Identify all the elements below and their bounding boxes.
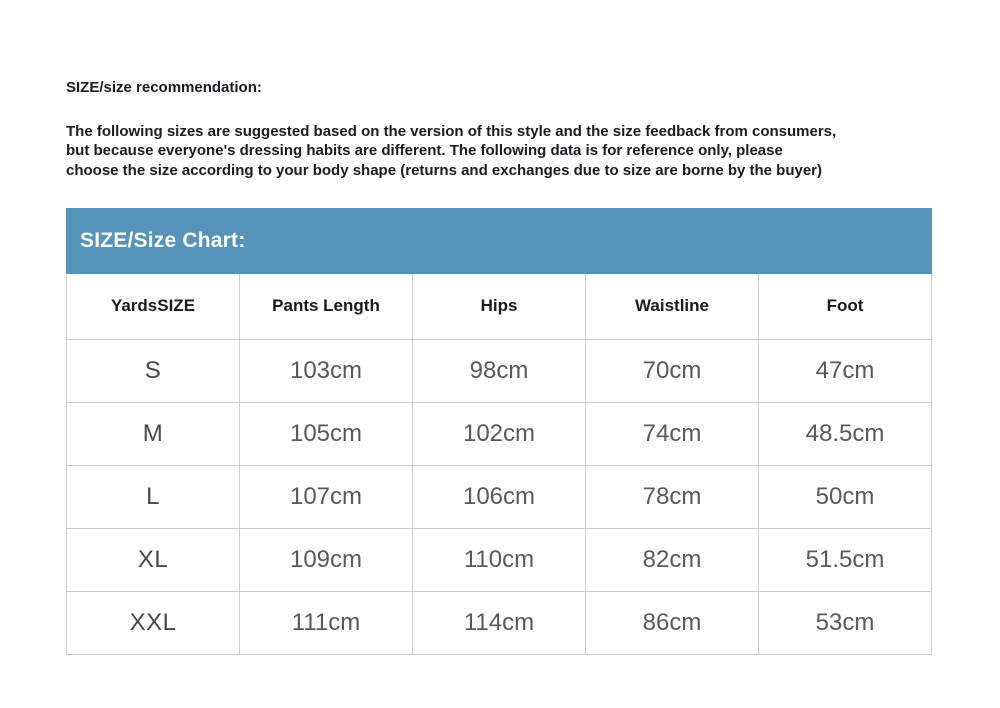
- size-label: XXL: [67, 591, 240, 654]
- recommendation-line-1: The following sizes are suggested based on the version of this style and the size feedback from consumers,: [66, 123, 837, 140]
- col-header-yards-size: YardsSIZE: [67, 274, 240, 340]
- pants-length-value: 111cm: [240, 591, 413, 654]
- size-label: XL: [67, 528, 240, 591]
- page-content: [66, 0, 932, 655]
- size-recommendation-heading: SIZE/size recommendation:: [66, 79, 262, 96]
- pants-length-value: 103cm: [240, 339, 413, 402]
- size-label: L: [67, 465, 240, 528]
- size-table-body: [67, 339, 932, 654]
- col-header-hips: Hips: [413, 274, 586, 340]
- size-table-head: [67, 274, 932, 340]
- waistline-value: 82cm: [586, 528, 759, 591]
- foot-value: 53cm: [759, 591, 932, 654]
- col-header-foot: Foot: [759, 274, 932, 340]
- pants-length-value: 109cm: [240, 528, 413, 591]
- col-header-pants-length: Pants Length: [240, 274, 413, 340]
- size-row-xxl: [67, 591, 932, 654]
- foot-value: 51.5cm: [759, 528, 932, 591]
- pants-length-value: 107cm: [240, 465, 413, 528]
- size-chart-title: SIZE/Size Chart:: [80, 228, 246, 252]
- recommendation-line-2: but because everyone's dressing habits are different. The following data is for reference only, please: [66, 142, 783, 160]
- hips-value: 106cm: [413, 465, 586, 528]
- size-table: [66, 274, 932, 655]
- col-header-waistline: Waistline: [586, 274, 759, 340]
- size-recommendation-paragraph: [66, 122, 932, 180]
- pants-length-value: 105cm: [240, 402, 413, 465]
- hips-value: 110cm: [413, 528, 586, 591]
- hips-value: 102cm: [413, 402, 586, 465]
- foot-value: 48.5cm: [759, 402, 932, 465]
- waistline-value: 86cm: [586, 591, 759, 654]
- recommendation-line-3: choose the size according to your body shape (returns and exchanges due to size are borne by the buyer): [66, 161, 823, 179]
- waistline-value: 70cm: [586, 339, 759, 402]
- foot-value: 47cm: [759, 339, 932, 402]
- foot-value: 50cm: [759, 465, 932, 528]
- hips-value: 114cm: [413, 591, 586, 654]
- size-row-s: [67, 339, 932, 402]
- size-row-m: [67, 402, 932, 465]
- size-label: S: [67, 339, 240, 402]
- hips-value: 98cm: [413, 339, 586, 402]
- waistline-value: 74cm: [586, 402, 759, 465]
- waistline-value: 78cm: [586, 465, 759, 528]
- size-table-header-row: [67, 274, 932, 340]
- size-row-xl: [67, 528, 932, 591]
- size-label: M: [67, 402, 240, 465]
- size-chart-title-bar: [66, 208, 932, 274]
- size-row-l: [67, 465, 932, 528]
